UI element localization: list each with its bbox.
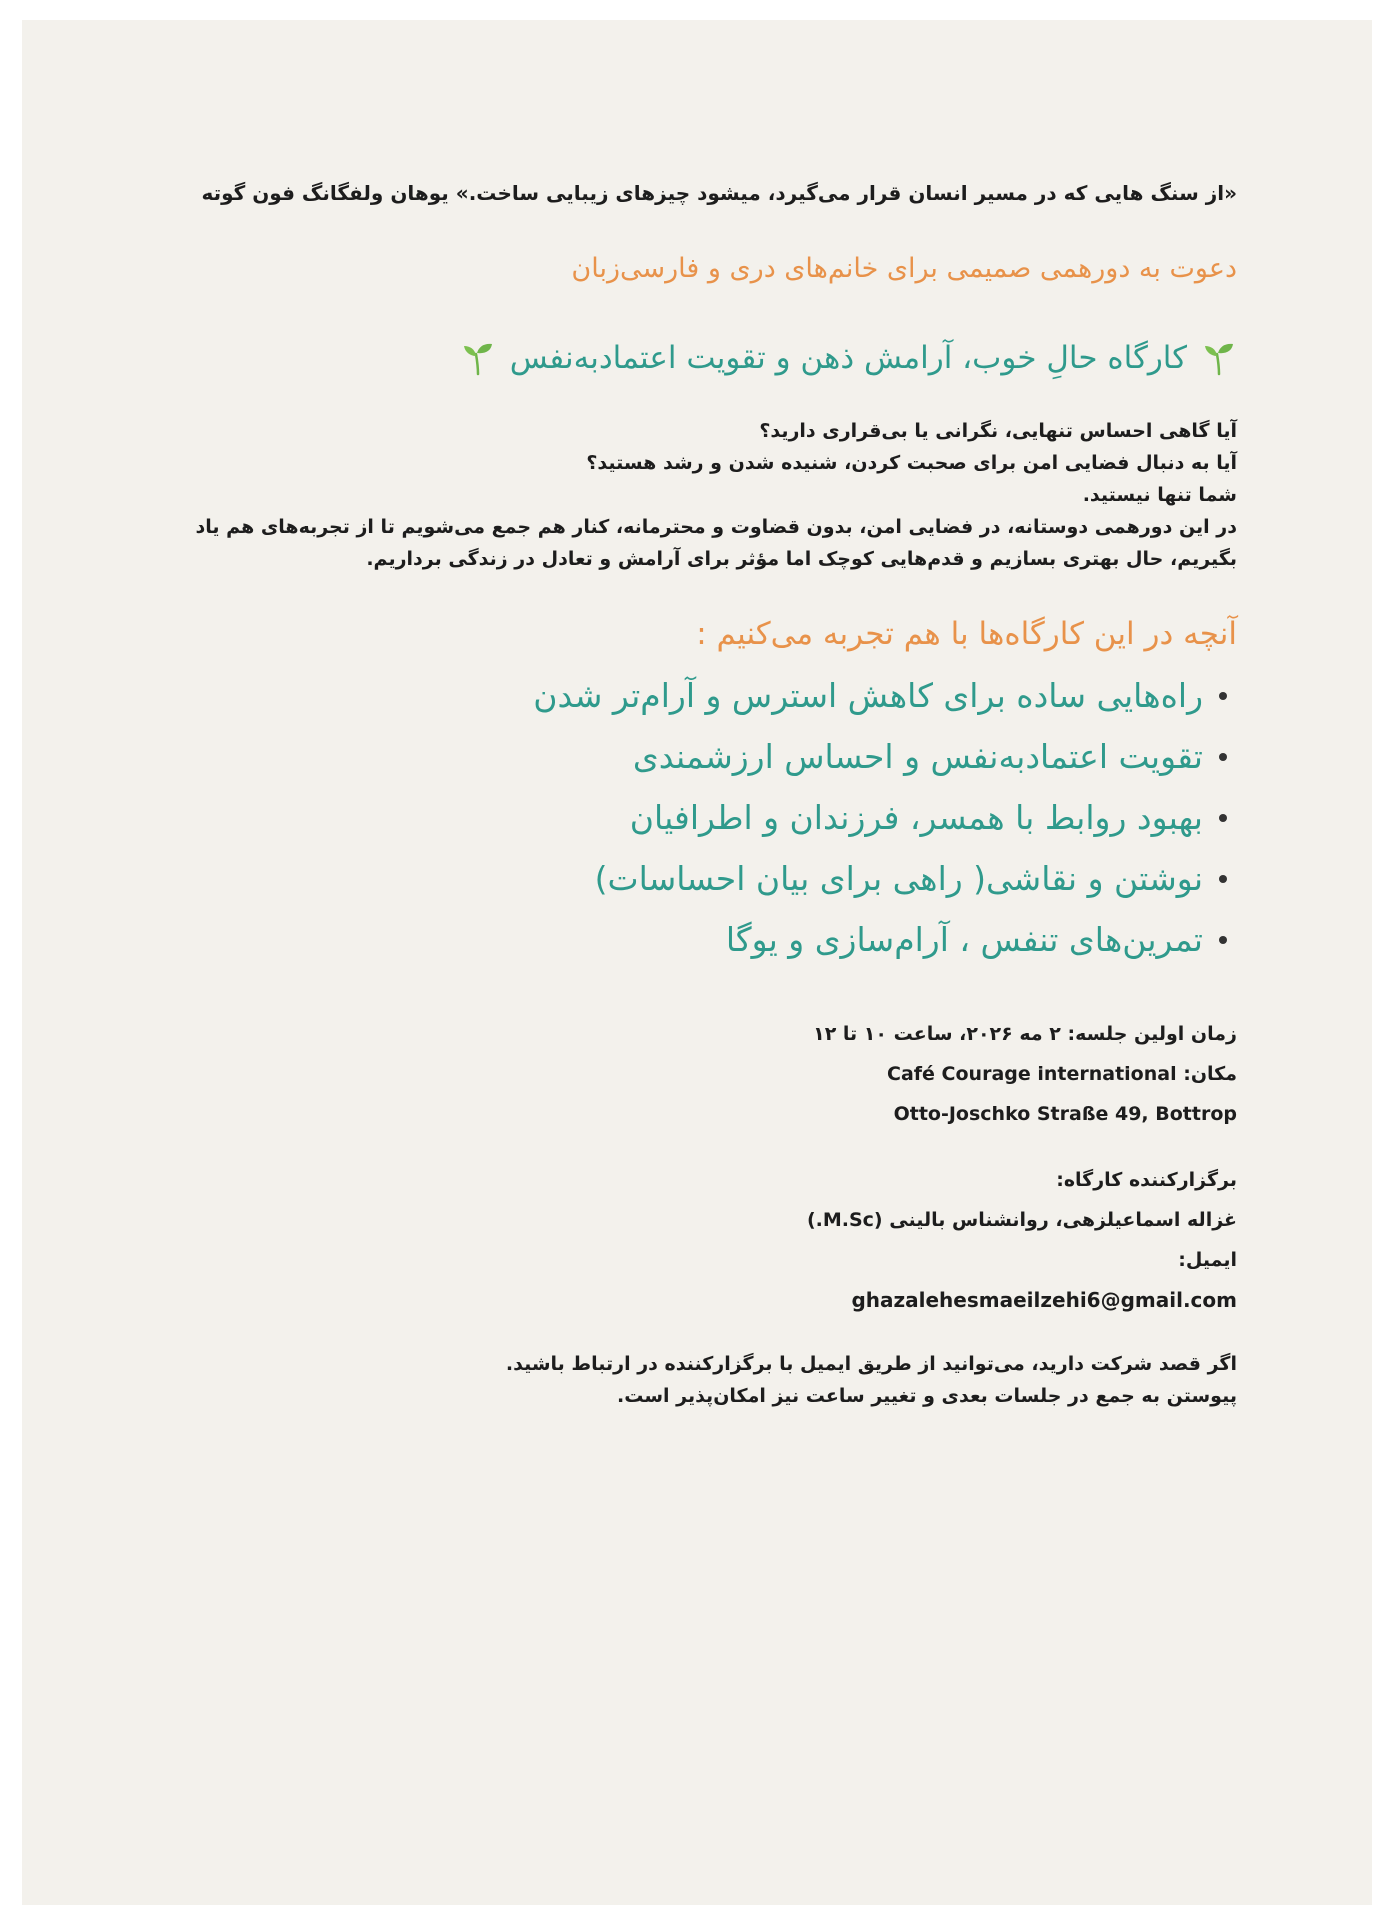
sprout-icon — [460, 340, 496, 376]
bullet-icon — [1219, 936, 1227, 944]
intro-text — [182, 415, 1237, 575]
paper-sheet — [22, 20, 1372, 1905]
workshop-title-text: کارگاه حالِ خوب، آرامش ذهن و تقویت اعتمادبه‌نفس — [509, 340, 1187, 376]
list-item: نوشتن و نقاشی( راهی برای بیان احساسات) — [182, 848, 1227, 909]
bullet-icon — [1219, 875, 1227, 883]
organizer-name: غزاله اسماعیلزهی، روانشناس بالینی (M.Sc.) — [806, 1209, 1237, 1231]
organizer-info — [182, 1160, 1237, 1320]
workshop-title — [182, 335, 1237, 381]
intro-paragraph: در این دورهمی دوستانه، در فضایی امن، بدون قضاوت و محترمانه، کنار هم جمع می‌شویم تا از تجربه‌های هم یاد بگیریم، حال بهتری بسازیم و قدم‌هایی کوچک اما مؤثر برای آرامش و تعادل در زندگی برداریم. — [195, 516, 1237, 570]
place-name: Café Courage international — [887, 1063, 1177, 1085]
organizer-label: برگزارکننده کارگاه: — [1056, 1169, 1237, 1191]
address: Otto-Joschko Straße 49, Bottrop — [893, 1103, 1237, 1125]
list-item: راه‌هایی ساده برای کاهش استرس و آرام‌تر شدن — [182, 665, 1227, 726]
bullet-icon — [1219, 753, 1227, 761]
flyer-content — [182, 175, 1237, 1412]
intro-line: آیا گاهی احساس تنهایی، نگرانی یا بی‌قراری دارید؟ — [759, 420, 1237, 442]
bullet-icon — [1219, 814, 1227, 822]
experiences-list — [182, 665, 1237, 970]
email-label: ایمیل: — [1178, 1249, 1237, 1271]
place-line — [182, 1054, 1237, 1094]
bullet-icon — [1219, 692, 1227, 700]
goethe-quote: «از سنگ هایی که در مسیر انسان قرار می‌گیرد، میشود چیزهای زیبایی ساخت.» یوهان ولفگانگ فون گوته — [201, 181, 1237, 205]
list-item: بهبود روابط با همسر، فرزندان و اطرافیان — [182, 787, 1227, 848]
closing-text — [182, 1348, 1237, 1412]
experiences-heading: آنچه در این کارگاه‌ها با هم تجربه می‌کنیم : — [696, 616, 1237, 652]
intro-line: آیا به دنبال فضایی امن برای صحبت کردن، شنیده شدن و رشد هستید؟ — [586, 452, 1237, 474]
list-item: تمرین‌های تنفس ، آرام‌سازی و یوگا — [182, 909, 1227, 970]
place-label: مکان: — [1183, 1063, 1237, 1085]
closing-line: پیوستن به جمع در جلسات بعدی و تغییر ساعت نیز امکان‌پذیر است. — [616, 1385, 1237, 1407]
email-address[interactable]: ghazalehesmaeilzehi6@gmail.com — [851, 1288, 1237, 1312]
session-details — [182, 1014, 1237, 1134]
invitation-heading: دعوت به دورهمی صمیمی برای خانم‌های دری و فارسی‌زبان — [571, 253, 1237, 284]
sprout-icon — [1201, 340, 1237, 376]
first-session-time: زمان اولین جلسه: ۲ مه ۲۰۲۶، ساعت ۱۰ تا ۱۲ — [813, 1023, 1237, 1045]
list-item: تقویت اعتمادبه‌نفس و احساس ارزشمندی — [182, 726, 1227, 787]
intro-line: شما تنها نیستید. — [1082, 484, 1237, 506]
closing-line: اگر قصد شرکت دارید، می‌توانید از طریق ایمیل با برگزارکننده در ارتباط باشید. — [505, 1353, 1237, 1375]
